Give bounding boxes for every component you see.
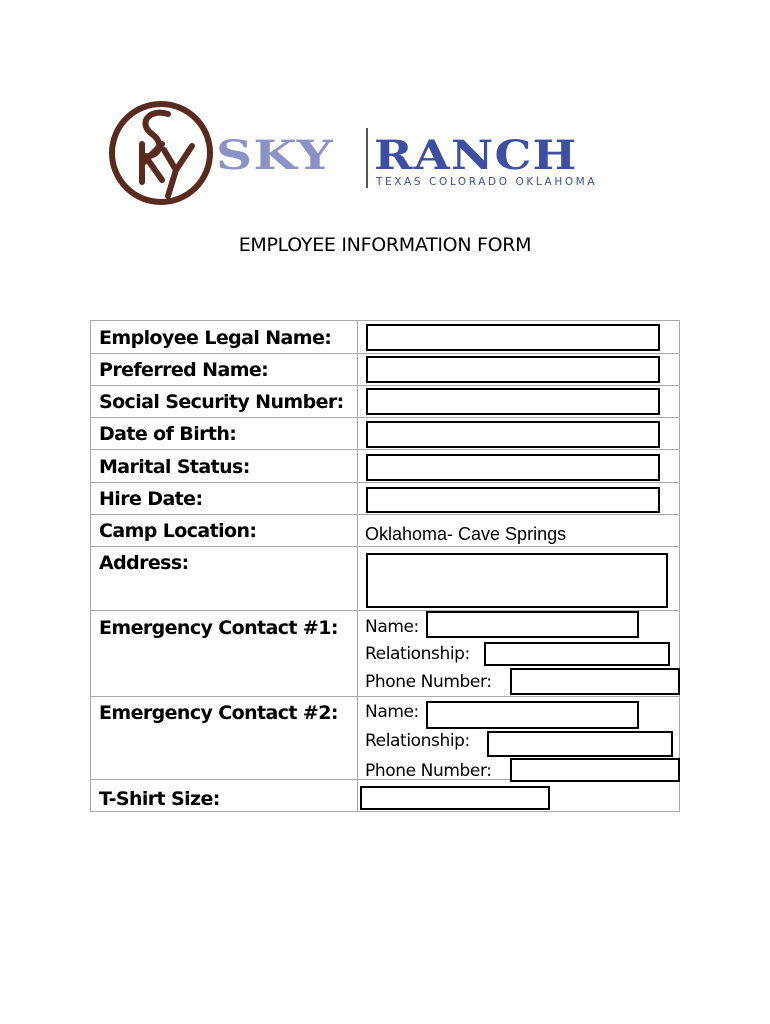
label-emergency-contact-2: Emergency Contact #2: (99, 702, 338, 724)
label-address: Address: (99, 552, 189, 574)
contact2-phone-field[interactable] (510, 758, 680, 782)
marital-status-field[interactable] (366, 454, 660, 481)
contact1-phone-field[interactable] (510, 668, 680, 695)
contact1-relationship-label: Relationship: (365, 644, 470, 664)
row-divider (91, 514, 679, 515)
contact2-relationship-field[interactable] (487, 731, 673, 757)
legal-name-field[interactable] (366, 324, 660, 351)
tshirt-size-field[interactable] (360, 786, 550, 810)
label-hire-date: Hire Date: (99, 488, 203, 510)
brand-divider (366, 128, 368, 188)
label-emergency-contact-1: Emergency Contact #1: (99, 617, 338, 639)
brand-name-ranch: RANCH (374, 132, 578, 179)
column-divider (357, 321, 358, 811)
contact1-phone-label: Phone Number: (365, 672, 492, 692)
contact1-name-field[interactable] (426, 611, 639, 638)
label-tshirt-size: T-Shirt Size: (99, 788, 220, 810)
label-preferred-name: Preferred Name: (99, 359, 269, 381)
sky-ranch-seal-icon (108, 100, 214, 206)
date-of-birth-field[interactable] (366, 421, 660, 448)
label-camp-location: Camp Location: (99, 520, 257, 542)
address-field[interactable] (366, 553, 668, 608)
brand-tagline: TEXAS COLORADO OKLAHOMA (376, 176, 598, 188)
contact2-phone-label: Phone Number: (365, 761, 492, 781)
ssn-field[interactable] (366, 388, 660, 415)
label-date-of-birth: Date of Birth: (99, 423, 237, 445)
label-ssn: Social Security Number: (99, 391, 344, 413)
page-title: EMPLOYEE INFORMATION FORM (238, 234, 532, 256)
label-legal-name: Employee Legal Name: (99, 327, 332, 349)
row-divider (91, 546, 679, 547)
contact1-relationship-field[interactable] (484, 642, 670, 666)
row-divider (91, 449, 679, 450)
hire-date-field[interactable] (366, 487, 660, 513)
camp-location-value[interactable]: Oklahoma- Cave Springs (365, 524, 567, 544)
row-divider (91, 353, 679, 354)
employee-form (90, 320, 680, 812)
row-divider (91, 417, 679, 418)
row-divider (91, 385, 679, 386)
contact2-name-field[interactable] (426, 701, 639, 729)
row-divider (91, 482, 679, 483)
row-divider (91, 696, 679, 697)
sky-ranch-logo (108, 100, 628, 208)
brand-name-sky: SKY (216, 132, 334, 179)
contact2-name-label: Name: (365, 702, 419, 722)
contact2-relationship-label: Relationship: (365, 731, 470, 751)
preferred-name-field[interactable] (366, 356, 660, 383)
label-marital-status: Marital Status: (99, 456, 250, 478)
contact1-name-label: Name: (365, 617, 419, 637)
